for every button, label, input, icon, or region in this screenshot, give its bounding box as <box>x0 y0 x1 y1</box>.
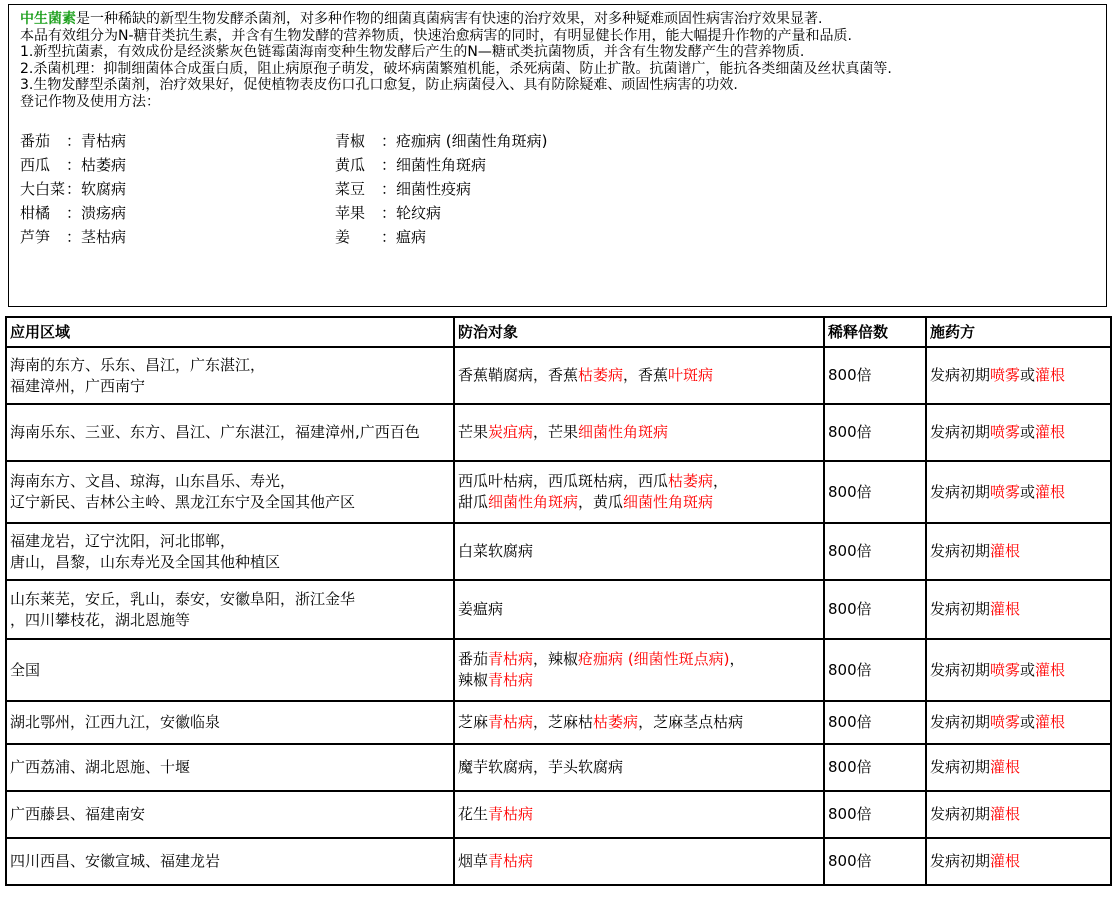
region-cell <box>6 701 454 744</box>
target-cell <box>454 639 824 701</box>
highlight-text: 灌根 <box>990 600 1021 618</box>
method-cell <box>926 461 1111 523</box>
method-cell <box>926 791 1111 838</box>
method-cell <box>926 523 1111 580</box>
plain-text: ，黄瓜 <box>578 493 624 511</box>
table-row <box>6 701 1111 744</box>
highlight-text: 叶斑病 <box>668 366 714 384</box>
crop-entry <box>335 225 426 249</box>
plain-text: 烟草 <box>458 852 489 870</box>
crop-name: 菜豆 <box>335 179 366 198</box>
region-line: 四川西昌、安徽宣城、福建龙岩 <box>10 852 221 870</box>
dilution-cell: 800倍 <box>824 523 926 580</box>
plain-text: ，芝麻茎点枯病 <box>638 713 744 731</box>
method-cell <box>926 701 1111 744</box>
highlight-text: 青枯病 <box>488 713 534 731</box>
table-row <box>6 744 1111 791</box>
highlight-text: 青枯病 <box>488 671 534 689</box>
region-line: 海南的东方、乐东、昌江，广东湛江， <box>10 355 266 374</box>
spacer <box>20 110 1096 127</box>
highlight-text: 喷雾 <box>990 713 1021 731</box>
region-cell <box>6 347 454 404</box>
crop-disease: ：瘟病 <box>381 227 427 246</box>
highlight-text: 枯萎病 <box>578 366 624 384</box>
highlight-text: 灌根 <box>1035 713 1066 731</box>
plain-text: 发病初期 <box>930 852 991 870</box>
highlight-text: 灌根 <box>990 805 1021 823</box>
dilution-cell: 800倍 <box>824 639 926 701</box>
highlight-text: 喷雾 <box>990 660 1021 679</box>
dilution-cell: 800倍 <box>824 744 926 791</box>
method-cell <box>926 347 1111 404</box>
crop-disease: ：溃疡病 <box>66 203 127 222</box>
table-row <box>6 838 1111 885</box>
crop-entry <box>335 129 547 153</box>
table-row <box>6 523 1111 580</box>
plain-text: ，芒果 <box>533 423 579 441</box>
target-cell <box>454 791 824 838</box>
plain-text: ，香蕉 <box>623 366 669 384</box>
plain-text: 白菜软腐病 <box>458 542 534 560</box>
crop-entry <box>20 225 335 249</box>
region-line: 唐山，昌黎，山东寿光及全国其他种植区 <box>10 552 281 571</box>
crop-entry <box>20 129 335 153</box>
plain-text: 发病初期 <box>930 542 991 560</box>
plain-text: 芝麻 <box>458 713 489 731</box>
crop-disease: ：茎枯病 <box>66 227 127 246</box>
highlight-text: 青枯病 <box>488 852 534 870</box>
crop-row <box>20 153 1096 177</box>
highlight-text: 灌根 <box>1035 660 1066 679</box>
highlight-text: 喷雾 <box>990 423 1021 441</box>
highlight-text: 青枯病 <box>488 650 534 668</box>
region-line: 海南乐东、三亚、东方、昌江、广东湛江，福建漳州,广西百色 <box>10 423 420 441</box>
crop-row <box>20 129 1096 153</box>
region-line: 广西荔浦、湖北恩施、十堰 <box>10 758 191 776</box>
plain-text: 或 <box>1020 713 1036 731</box>
feature-point-3: 3.生物发酵型杀菌剂，治疗效果好，促使植物表皮伤口孔口愈复，防止病菌侵入、具有防除疑难、顽固性病害的功效. <box>20 77 738 93</box>
region-cell <box>6 461 454 523</box>
region-line: 福建漳州，广西南宁 <box>10 376 146 395</box>
region-line: ，四川攀枝花，湖北恩施等 <box>10 610 191 629</box>
crop-disease: ：疮痂病 (细菌性角斑病) <box>381 131 548 150</box>
crop-entry <box>20 177 335 201</box>
highlight-text: 灌根 <box>990 542 1021 560</box>
crop-row <box>20 225 1096 249</box>
table-row <box>6 791 1111 838</box>
header-region: 应用区域 <box>6 317 454 347</box>
crop-entry <box>20 153 335 177</box>
plain-text: ， <box>729 650 745 668</box>
highlight-text: 灌根 <box>1035 482 1066 501</box>
brand-name: 中生菌素 <box>20 11 76 27</box>
method-cell <box>926 580 1111 639</box>
region-line: 辽宁新民、吉林公主岭、黑龙江东宁及全国其他产区 <box>10 493 356 511</box>
highlight-text: 炭疽病 <box>488 423 534 441</box>
table-row <box>6 461 1111 523</box>
highlight-text: 枯萎病 <box>668 472 714 490</box>
highlight-text: 疮痂病 (细菌性斑点病) <box>578 650 730 668</box>
plain-text: 西瓜叶枯病，西瓜斑枯病，西瓜 <box>458 472 669 490</box>
description-line-2: 本品有效组分为N-糖苷类抗生素，并含有生物发酵的营养物质，快速治愈病害的同时，有明显健长作用，能大幅提升作物的产量和品质. <box>20 27 852 44</box>
region-cell <box>6 523 454 580</box>
highlight-text: 青枯病 <box>488 805 534 823</box>
dilution-cell: 800倍 <box>824 404 926 461</box>
crop-entry <box>335 177 471 201</box>
region-line: 全国 <box>10 660 41 679</box>
target-cell <box>454 838 824 885</box>
crop-entry <box>335 201 441 225</box>
crop-disease: ：软腐病 <box>66 179 127 198</box>
plain-text: 或 <box>1020 482 1036 501</box>
header-method: 施药方 <box>926 317 1111 347</box>
crop-name: 番茄 <box>20 131 51 150</box>
crop-disease: ：细菌性疫病 <box>381 179 472 198</box>
dilution-cell: 800倍 <box>824 791 926 838</box>
region-cell <box>6 744 454 791</box>
crop-name: 姜 <box>335 227 351 246</box>
crop-name: 黄瓜 <box>335 155 366 174</box>
target-cell <box>454 461 824 523</box>
table-row <box>6 404 1111 461</box>
registration-label: 登记作物及使用方法： <box>20 93 160 110</box>
plain-text: 发病初期 <box>930 660 991 679</box>
highlight-text: 灌根 <box>990 758 1021 776</box>
highlight-text: 灌根 <box>1035 423 1066 441</box>
plain-text: 魔芋软腐病，芋头软腐病 <box>458 758 624 776</box>
plain-text: 发病初期 <box>930 713 991 731</box>
plain-text: 或 <box>1020 366 1036 384</box>
target-cell <box>454 580 824 639</box>
crop-name: 西瓜 <box>20 155 51 174</box>
highlight-text: 细菌性角斑病 <box>488 493 579 511</box>
lead-text: 是一种稀缺的新型生物发酵杀菌剂，对多种作物的细菌真菌病害有快速的治疗效果，对多种疑难顽固性病害治疗效果显著. <box>76 11 823 27</box>
plain-text: ，辣椒 <box>533 650 579 668</box>
crop-name: 青椒 <box>335 131 366 150</box>
highlight-text: 枯萎病 <box>593 713 639 731</box>
table-row <box>6 347 1111 404</box>
plain-text: 发病初期 <box>930 600 991 618</box>
dilution-cell: 800倍 <box>824 838 926 885</box>
highlight-text: 细菌性角斑病 <box>623 493 714 511</box>
feature-point-2: 2.杀菌机理：抑制细菌体合成蛋白质，阻止病原孢子萌发，破坏病菌繁殖机能，杀死病菌、防止扩散。抗菌谱广，能抗各类细菌及丝状真菌等. <box>20 60 892 77</box>
region-cell <box>6 639 454 701</box>
target-cell <box>454 523 824 580</box>
table-row <box>6 639 1111 701</box>
header-target: 防治对象 <box>454 317 824 347</box>
highlight-text: 细菌性角斑病 <box>578 423 669 441</box>
plain-text: 姜瘟病 <box>458 600 504 618</box>
crop-disease: ：细菌性角斑病 <box>381 155 487 174</box>
feature-point-1: 1.新型抗菌素，有效成份是经淡紫灰色链霉菌海南变种生物发酵后产生的N—糖甙类抗菌物质，并含有生物发酵产生的营养物质. <box>20 44 805 60</box>
highlight-text: 灌根 <box>990 852 1021 870</box>
dilution-cell: 800倍 <box>824 347 926 404</box>
plain-text: 发病初期 <box>930 366 991 384</box>
plain-text: 发病初期 <box>930 758 991 776</box>
crop-disease: ：枯萎病 <box>66 155 127 174</box>
crop-name: 芦笋 <box>20 227 51 246</box>
crop-entry <box>20 201 335 225</box>
region-cell <box>6 404 454 461</box>
description-lead <box>20 11 1096 28</box>
target-cell <box>454 404 824 461</box>
target-cell <box>454 347 824 404</box>
region-line: 湖北鄂州，江西九江，安徽临泉 <box>10 713 221 731</box>
application-table <box>5 316 1112 886</box>
crop-name: 苹果 <box>335 203 366 222</box>
plain-text: ， <box>713 472 729 490</box>
crop-row <box>20 177 1096 201</box>
crop-disease: ：轮纹病 <box>381 203 442 222</box>
plain-text: 花生 <box>458 805 489 823</box>
plain-text: 或 <box>1020 423 1036 441</box>
plain-text: 辣椒 <box>458 671 489 689</box>
crop-entry <box>335 153 486 177</box>
product-description <box>8 4 1107 307</box>
highlight-text: 灌根 <box>1035 366 1066 384</box>
region-cell <box>6 580 454 639</box>
table-header-row <box>6 317 1111 347</box>
crop-disease: ：青枯病 <box>66 131 127 150</box>
dilution-cell: 800倍 <box>824 701 926 744</box>
plain-text: 发病初期 <box>930 805 991 823</box>
crop-name: 柑橘 <box>20 203 51 222</box>
highlight-text: 喷雾 <box>990 366 1021 384</box>
region-cell <box>6 791 454 838</box>
dilution-cell: 800倍 <box>824 580 926 639</box>
crop-row <box>20 201 1096 225</box>
target-cell <box>454 701 824 744</box>
header-dilution: 稀释倍数 <box>824 317 926 347</box>
table-row <box>6 580 1111 639</box>
plain-text: 番茄 <box>458 650 489 668</box>
method-cell <box>926 744 1111 791</box>
table-body <box>6 347 1111 885</box>
target-cell <box>454 744 824 791</box>
plain-text: 或 <box>1020 660 1036 679</box>
crop-name: 大白菜 <box>20 179 66 198</box>
method-cell <box>926 639 1111 701</box>
method-cell <box>926 838 1111 885</box>
region-line: 山东莱芜，安丘，乳山，泰安，安徽阜阳，浙江金华 <box>10 589 356 608</box>
region-line: 福建龙岩，辽宁沈阳，河北邯郸， <box>10 531 236 550</box>
highlight-text: 喷雾 <box>990 482 1021 501</box>
plain-text: 发病初期 <box>930 482 991 501</box>
plain-text: ，芝麻枯 <box>533 713 594 731</box>
region-cell <box>6 838 454 885</box>
region-line: 海南东方、文昌、琼海，山东昌乐、寿光， <box>10 472 296 490</box>
registered-crops-list <box>20 129 1096 249</box>
region-line: 广西藤县、福建南安 <box>10 805 146 823</box>
method-cell <box>926 404 1111 461</box>
dilution-cell: 800倍 <box>824 461 926 523</box>
plain-text: 芒果 <box>458 423 489 441</box>
plain-text: 香蕉鞘腐病，香蕉 <box>458 366 579 384</box>
plain-text: 发病初期 <box>930 423 991 441</box>
plain-text: 甜瓜 <box>458 493 489 511</box>
